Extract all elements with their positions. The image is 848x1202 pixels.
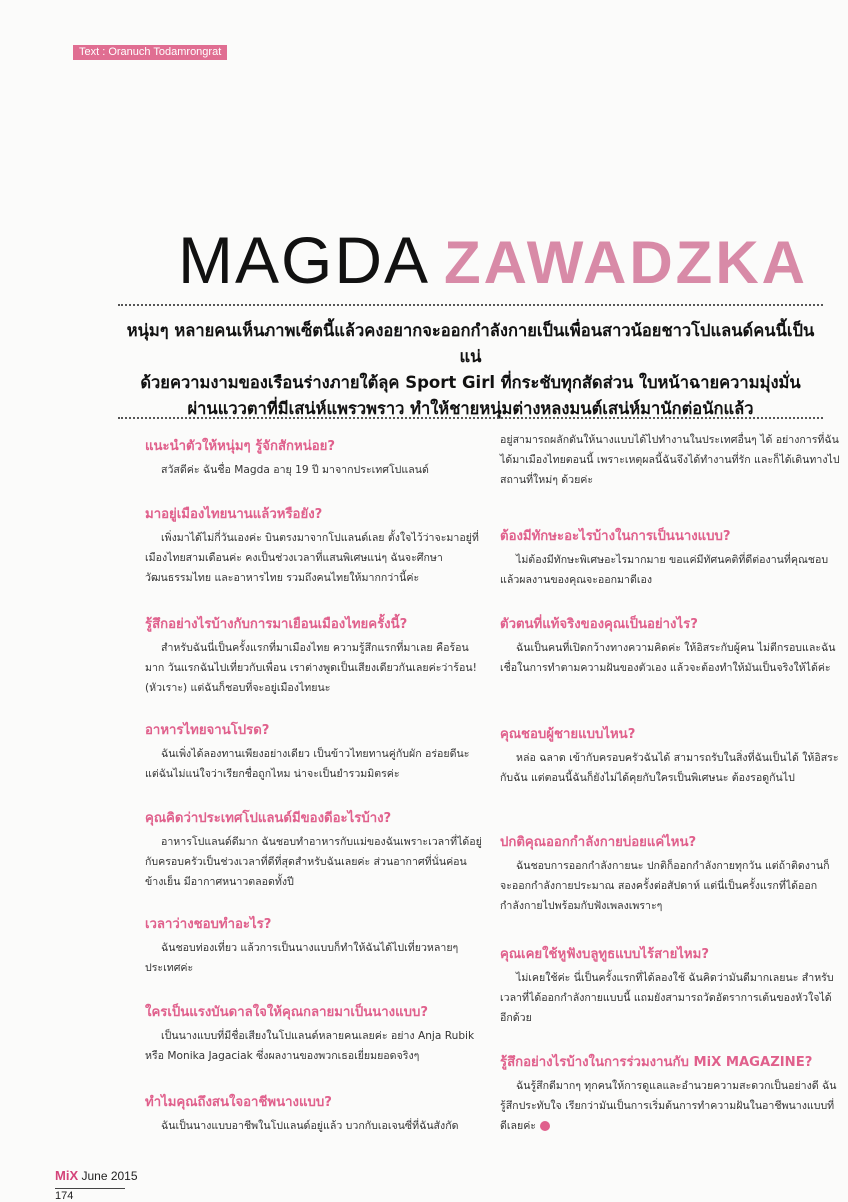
- question: ใครเป็นแรงบันดาลใจให้คุณกลายมาเป็นนางแบบ?: [145, 1005, 428, 1020]
- page-number: 174: [55, 1188, 125, 1202]
- title-first-name: MAGDA: [178, 223, 431, 297]
- intro-line: หนุ่มๆ หลายคนเห็นภาพเซ็ตนี้แล้วคงอยากจะออกกำลังกายเป็นเพื่อนสาวน้อยชาวโปแลนด์คนนี้เป็นแน่: [126, 321, 815, 366]
- answer: เป็นนางแบบที่มีชื่อเสียงในโปแลนด์หลายคนเลยค่ะ อย่าง Anja Rubik หรือ Monika Jagaciak ซึ่งผลงานของพวกเธอเยี่ยมยอดจริงๆ: [145, 1030, 475, 1062]
- answer: ฉันเป็นนางแบบอาชีพในโปแลนด์อยู่แล้ว บวกกับเอเจนซี่ที่ฉันสังกัด: [161, 1120, 459, 1132]
- answer: ฉันชอบการออกกำลังกายนะ ปกติก็ออกกำลังกายทุกวัน แต่ถ้าติดงานก็จะออกกำลังกายประมาณ สองครั้งต่อสัปดาห์ แต่นี่เป็นครั้งแรกที่ได้ออกกำลังกายไปพร้อมกับฟังเพลงเพราะๆ: [500, 860, 830, 912]
- answer: อาหารโปแลนด์ดีมาก ฉันชอบทำอาหารกับแม่ของฉันเพราะเวลาที่ได้อยู่กับครอบครัวเป็นช่วงเวลาที่ดีที่สุดสำหรับฉันเลยค่ะ ส่วนอากาศที่นั่นค่อนข้างเย็น มีอากาศหนาวตลอดทั้งปี: [145, 836, 482, 888]
- qa-block: [500, 946, 840, 1028]
- author-credit: Text : Oranuch Todamrongrat: [73, 45, 227, 60]
- answer: ไม่ต้องมีทักษะพิเศษอะไรมากมาย ขอแค่มีทัศนคติที่ดีต่องานที่คุณชอบ แล้วผลงานของคุณจะออกมาดีเอง: [500, 554, 829, 586]
- question: เวลาว่างชอบทำอะไร?: [145, 917, 272, 932]
- answer: อยู่สามารถผลักดันให้นางแบบได้ไปทำงานในประเทศอื่นๆ ได้ อย่างการที่ฉันได้มาเมืองไทยตอนนี้ เพราะเหตุผลนี้ฉันจึงได้ทำงานที่รัก และก็ได้เดินทางไปสถานที่ใหม่ๆ ด้วยค่ะ: [500, 434, 840, 486]
- qa-block: [500, 616, 840, 678]
- question: คุณเคยใช้หูฟังบลูทูธแบบไร้สายไหม?: [500, 947, 709, 962]
- qa-block-continued: [500, 430, 840, 490]
- answer: [500, 1076, 840, 1136]
- qa-block: [145, 506, 485, 588]
- answer: หล่อ ฉลาด เข้ากับครอบครัวฉันได้ สามารถรับในสิ่งที่ฉันเป็นได้ ให้อิสระกับฉัน แต่ตอนนี้ฉันก็ยังไม่ได้คุยกับใครเป็นพิเศษนะ ต้องรอดูกันไป: [500, 752, 839, 784]
- qa-block: [500, 726, 840, 788]
- intro-paragraph: [118, 318, 823, 422]
- intro-line: ด้วยความงามของเรือนร่างภายใต้ลุค Sport Girl ที่กระชับทุกสัดส่วน ใบหน้าฉายความมุ่งมั่น: [140, 373, 801, 392]
- qa-block: [500, 1054, 840, 1136]
- answer: ฉันเป็นคนที่เปิดกว้างทางความคิดค่ะ ให้อิสระกับผู้คน ไม่ตีกรอบและฉันเชื่อในการทำตามความฝันของตัวเอง แล้วจะต้องทำให้มันเป็นจริงให้ได้ค่ะ: [500, 642, 836, 674]
- title-last-name: ZAWADZKA: [444, 229, 808, 296]
- answer: สำหรับฉันนี่เป็นครั้งแรกที่มาเมืองไทย ความรู้สึกแรกที่มาเลย คือร้อนมาก วันแรกฉันไปเที่ยวกับเพื่อน เราต่างพูดเป็นเสียงเดียวกันเลยค่ะว่าร้อน! (หัวเราะ) แต่ฉันก็ชอบที่จะอยู่เมืองไทยนะ: [145, 642, 477, 694]
- top-dotted-rule: [118, 304, 823, 306]
- question: แนะนำตัวให้หนุ่มๆ รู้จักสักหน่อย?: [145, 439, 336, 454]
- qa-block: [145, 1094, 485, 1136]
- answer: ไม่เคยใช้ค่ะ นี่เป็นครั้งแรกที่ได้ลองใช้ ฉันคิดว่ามันดีมากเลยนะ สำหรับเวลาที่ได้ออกกำลังกายแบบนี้ แถมยังสามารถวัดอัตราการเต้นของหัวใจได้อีกด้วย: [500, 972, 834, 1024]
- issue-date: June 2015: [81, 1169, 138, 1183]
- qa-block: [145, 1004, 485, 1066]
- answer: ฉันชอบท่องเที่ยว แล้วการเป็นนางแบบก็ทำให้ฉันได้ไปเที่ยวหลายๆ ประเทศค่ะ: [145, 942, 459, 974]
- question: คุณคิดว่าประเทศโปแลนด์มีของดีอะไรบ้าง?: [145, 811, 392, 826]
- qa-block: [145, 438, 485, 480]
- end-mark-icon: [540, 1121, 550, 1131]
- answer: ฉันเพิ่งได้ลองทานเพียงอย่างเดียว เป็นข้าวไทยทานคู่กับผัก อร่อยดีนะ แต่ฉันไม่แน่ใจว่าเรียกชื่อถูกไหม น่าจะเป็นยำรวมมิตรค่ะ: [145, 748, 470, 780]
- answer: เพิ่งมาได้ไม่กี่วันเองค่ะ บินตรงมาจากโปแลนด์เลย ตั้งใจไว้ว่าจะมาอยู่ที่เมืองไทยสามเดือนค่ะ คงเป็นช่วงเวลาที่แสนพิเศษแน่ๆ ฉันจะศึกษาวัฒนธรรมไทย และอาหารไทย รวมถึงคนไทยให้มากกว่านี้ค่ะ: [145, 532, 479, 584]
- question: มาอยู่เมืองไทยนานแล้วหรือยัง?: [145, 507, 323, 522]
- page-footer: [55, 1168, 138, 1202]
- qa-block: [145, 916, 485, 978]
- bottom-dotted-rule: [118, 417, 823, 419]
- intro-line: ผ่านแววตาที่มีเสน่ห์แพรวพราว ทำให้ชายหนุ่มต่างหลงมนต์เสน่ห์มานักต่อนักแล้ว: [187, 399, 754, 418]
- question: รู้สึกอย่างไรบ้างกับการมาเยือนเมืองไทยครั้งนี้?: [145, 617, 408, 632]
- question: คุณชอบผู้ชายแบบไหน?: [500, 727, 636, 742]
- qa-block: [145, 810, 485, 892]
- question: รู้สึกอย่างไรบ้างในการร่วมงานกับ MiX MAGAZINE?: [500, 1055, 813, 1070]
- question: ตัวตนที่แท้จริงของคุณเป็นอย่างไร?: [500, 617, 698, 632]
- magazine-logo: MiX: [55, 1168, 79, 1183]
- question: ปกติคุณออกกำลังกายบ่อยแค่ไหน?: [500, 835, 697, 850]
- qa-block: [145, 722, 485, 784]
- answer: สวัสดีค่ะ ฉันชื่อ Magda อายุ 19 ปี มาจากประเทศโปแลนด์: [161, 464, 429, 476]
- question: ทำไมคุณถึงสนใจอาชีพนางแบบ?: [145, 1095, 332, 1110]
- qa-block: [145, 616, 485, 698]
- question: ต้องมีทักษะอะไรบ้างในการเป็นนางแบบ?: [500, 529, 731, 544]
- question: อาหารไทยจานโปรด?: [145, 723, 270, 738]
- qa-block: [500, 528, 840, 590]
- qa-block: [500, 834, 840, 916]
- answer-text: ฉันรู้สึกดีมากๆ ทุกคนให้การดูแลและอำนวยความสะดวกเป็นอย่างดี ฉันรู้สึกประทับใจ เรียกว่ามันเป็นการเริ่มต้นการทำความฝันในอาชีพนางแบบที่ดีเลยค่ะ: [500, 1080, 837, 1132]
- page-title: [178, 222, 808, 302]
